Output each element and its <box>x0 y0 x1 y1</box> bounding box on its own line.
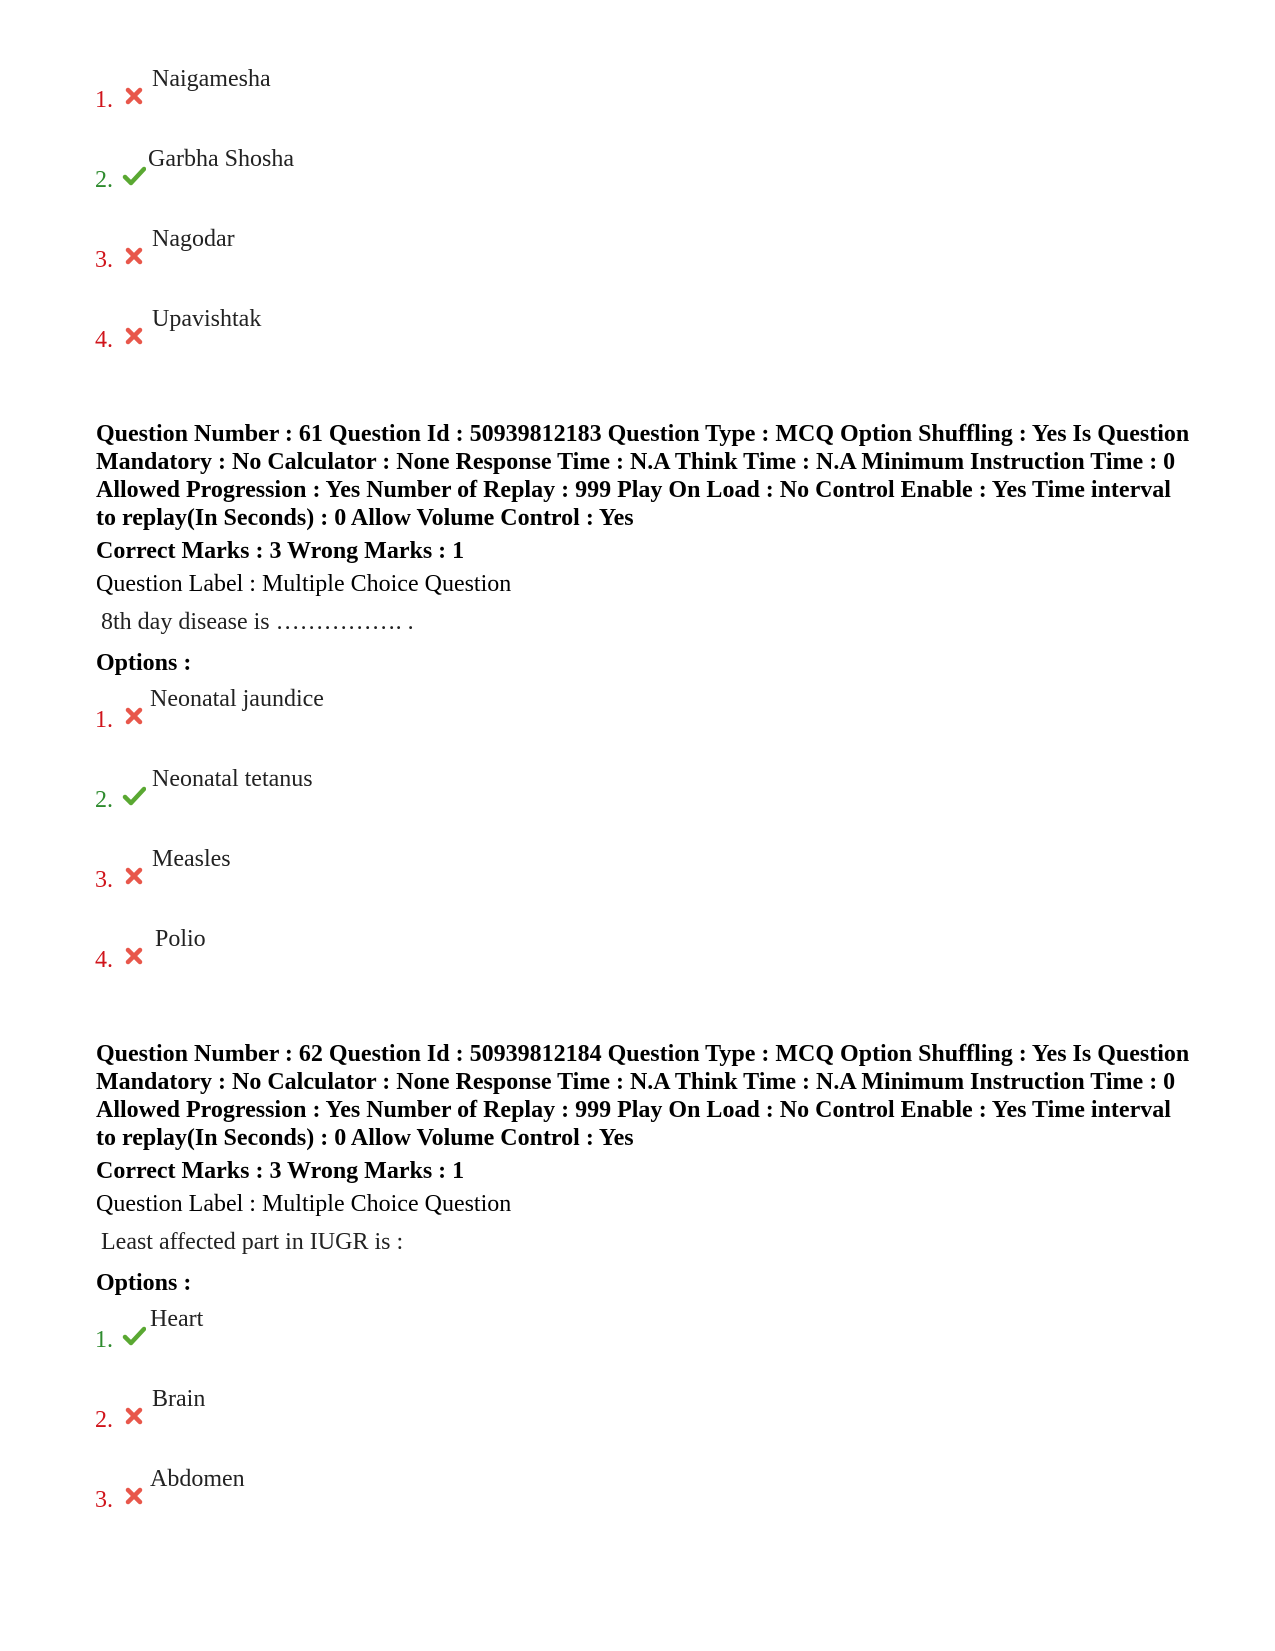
question-61-block <box>96 420 1196 677</box>
wrong-cross-icon <box>122 84 146 108</box>
correct-check-icon <box>122 164 146 188</box>
option-number: 2. <box>95 787 113 813</box>
option-number: 3. <box>95 1487 113 1513</box>
question-label: Question Label : Multiple Choice Question <box>96 1191 512 1217</box>
wrong-cross-icon <box>122 1484 146 1508</box>
option-number: 1. <box>95 707 113 733</box>
question-marks: Correct Marks : 3 Wrong Marks : 1 <box>96 1158 465 1184</box>
question-header: Question Number : 62 Question Id : 50939812184 Question Type : MCQ Option Shuffling : Yes Is Question Mandatory : No Calculator : None Response Time : N.A Think Time : N.A Minimum Instruction Time : 0 Allowed Progression : Yes Number of Replay : 999 Play On Load : No Control Enable : Yes Time interval to replay(In Seconds) : 0 Allow Volume Control : Yes <box>96 1041 1190 1151</box>
option-number: 1. <box>95 87 113 113</box>
option-number: 3. <box>95 867 113 893</box>
option-text: Heart <box>150 1306 204 1332</box>
option-item <box>0 846 900 906</box>
option-item <box>0 306 900 366</box>
option-text: Measles <box>152 846 231 872</box>
question-62-block <box>96 1040 1196 1297</box>
option-item <box>0 1386 900 1446</box>
wrong-cross-icon <box>122 704 146 728</box>
wrong-cross-icon <box>122 324 146 348</box>
options-label: Options : <box>96 650 192 676</box>
option-item <box>0 1306 900 1366</box>
option-item <box>0 1466 900 1526</box>
option-number: 4. <box>95 947 113 973</box>
question-text: 8th day disease is ……………. . <box>101 609 414 635</box>
option-text: Polio <box>155 926 206 952</box>
option-text: Garbha Shosha <box>148 146 294 172</box>
wrong-cross-icon <box>122 244 146 268</box>
wrong-cross-icon <box>122 864 146 888</box>
option-text: Upavishtak <box>152 306 262 332</box>
correct-check-icon <box>122 1324 146 1348</box>
option-text: Neonatal tetanus <box>152 766 313 792</box>
option-text: Abdomen <box>150 1466 245 1492</box>
option-text: Naigamesha <box>152 66 271 92</box>
option-text: Neonatal jaundice <box>150 686 324 712</box>
option-text: Brain <box>152 1386 206 1412</box>
option-item <box>0 766 900 826</box>
option-number: 2. <box>95 167 113 193</box>
option-number: 1. <box>95 1327 113 1353</box>
option-item <box>0 686 900 746</box>
wrong-cross-icon <box>122 1404 146 1428</box>
option-number: 3. <box>95 247 113 273</box>
options-label: Options : <box>96 1270 192 1296</box>
option-number: 2. <box>95 1407 113 1433</box>
wrong-cross-icon <box>122 944 146 968</box>
option-item <box>0 66 900 126</box>
question-label: Question Label : Multiple Choice Question <box>96 571 512 597</box>
correct-check-icon <box>122 784 146 808</box>
question-text: Least affected part in IUGR is : <box>101 1229 404 1255</box>
question-header: Question Number : 61 Question Id : 50939812183 Question Type : MCQ Option Shuffling : Yes Is Question Mandatory : No Calculator : None Response Time : N.A Think Time : N.A Minimum Instruction Time : 0 Allowed Progression : Yes Number of Replay : 999 Play On Load : No Control Enable : Yes Time interval to replay(In Seconds) : 0 Allow Volume Control : Yes <box>96 421 1190 531</box>
option-item <box>0 226 900 286</box>
option-item <box>0 926 900 986</box>
option-number: 4. <box>95 327 113 353</box>
question-marks: Correct Marks : 3 Wrong Marks : 1 <box>96 538 465 564</box>
option-item <box>0 146 900 206</box>
option-text: Nagodar <box>152 226 235 252</box>
